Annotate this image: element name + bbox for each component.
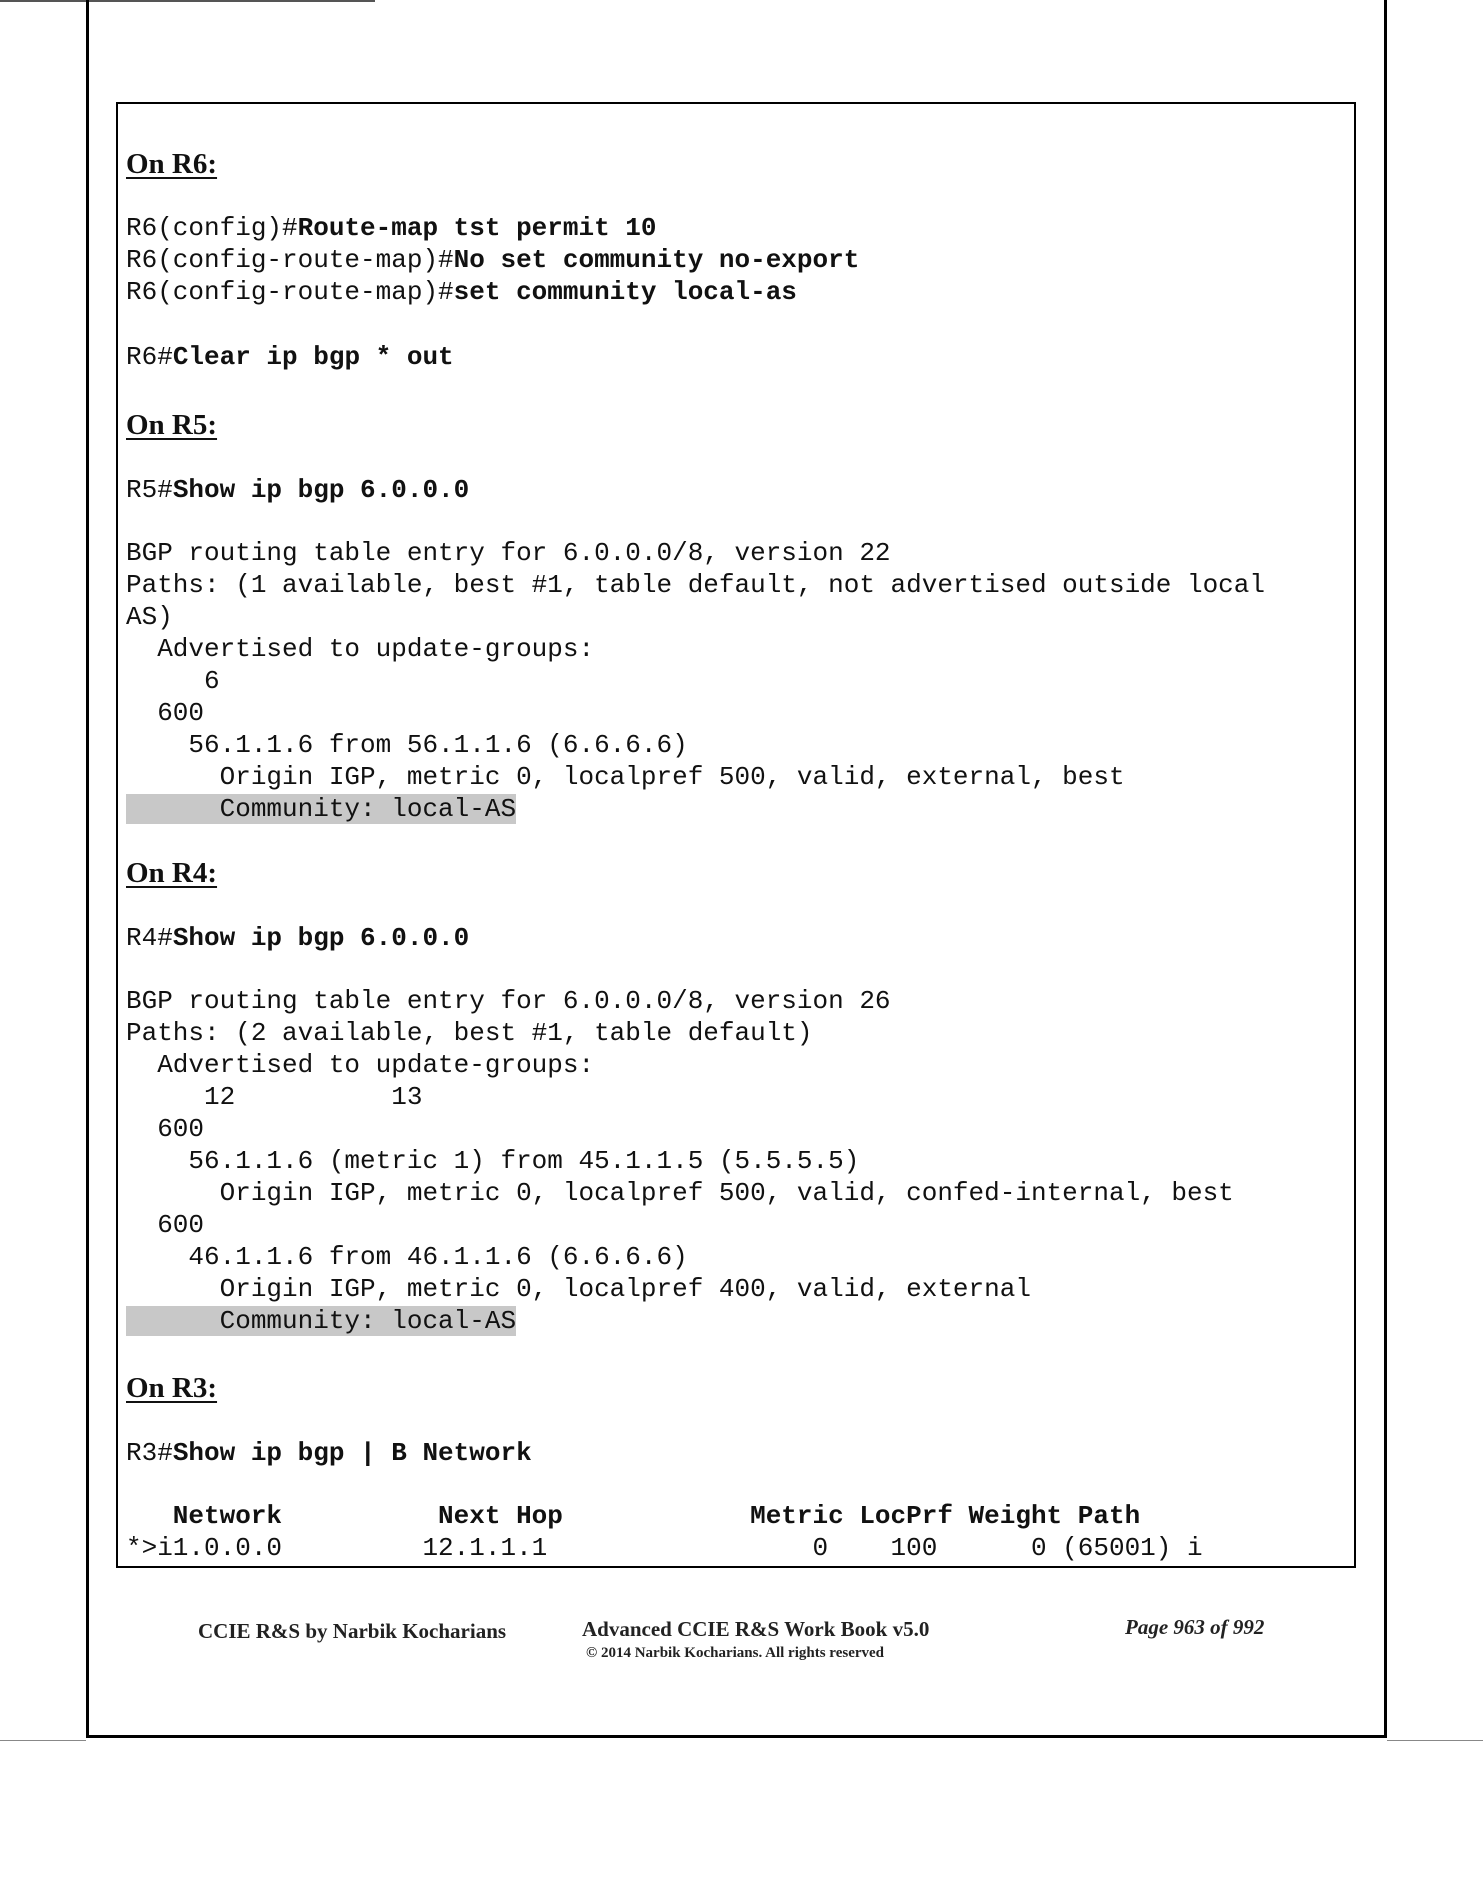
output-line: 600 [126, 698, 205, 728]
command-line: R4#Show ip bgp 6.0.0.0 [126, 923, 470, 953]
footer-title: Advanced CCIE R&S Work Book v5.0 [582, 1617, 930, 1641]
output-line: 6 [126, 666, 220, 696]
config-line: R6(config)#Route-map tst permit 10 [126, 213, 657, 243]
command-line: R5#Show ip bgp 6.0.0.0 [126, 475, 470, 505]
content-box [116, 102, 1356, 1568]
output-line: BGP routing table entry for 6.0.0.0/8, version 22 [126, 538, 891, 568]
output-line: Origin IGP, metric 0, localpref 500, valid, external, best [126, 762, 1125, 792]
command-line: R3#Show ip bgp | B Network [126, 1438, 532, 1468]
output-line: 56.1.1.6 (metric 1) from 45.1.1.5 (5.5.5.5) [126, 1146, 860, 1176]
output-line: 46.1.1.6 from 46.1.1.6 (6.6.6.6) [126, 1242, 688, 1272]
output-line: BGP routing table entry for 6.0.0.0/8, version 26 [126, 986, 891, 1016]
output-line: 56.1.1.6 from 56.1.1.6 (6.6.6.6) [126, 730, 688, 760]
output-line: 12 13 [126, 1082, 423, 1112]
output-line: Paths: (1 available, best #1, table default, not advertised outside local [126, 570, 1265, 600]
footer-author: CCIE R&S by Narbik Kocharians [198, 1619, 507, 1643]
page-border-bottom [86, 1735, 1387, 1738]
footer-page-number: Page 963 of 992 [1125, 1615, 1265, 1639]
footer-copyright: © 2014 Narbik Kocharians. All rights reserved [586, 1645, 885, 1661]
output-line-highlighted [126, 1305, 516, 1337]
page-border-left [86, 0, 89, 1738]
output-line: 600 [126, 1210, 205, 1240]
scan-edge [0, 1740, 86, 1741]
page-border-right [1384, 0, 1387, 1738]
section-heading-r6: On R6: [126, 148, 218, 180]
highlight: Community: local-AS [126, 1306, 517, 1336]
section-heading-r5: On R5: [126, 409, 218, 441]
output-line: Origin IGP, metric 0, localpref 500, valid, confed-internal, best [126, 1178, 1234, 1208]
output-line: Advertised to update-groups: [126, 634, 595, 664]
config-line: R6(config-route-map)#set community local-as [126, 277, 797, 307]
section-heading-r4: On R4: [126, 857, 218, 889]
output-line: 600 [126, 1114, 205, 1144]
table-row: *>i1.0.0.0 12.1.1.1 0 100 0 (65001) i [126, 1533, 1203, 1563]
config-line: R6(config-route-map)#No set community no-export [126, 245, 860, 275]
scan-edge [0, 0, 375, 2]
section-heading-r3: On R3: [126, 1372, 218, 1404]
scan-edge [1387, 1740, 1483, 1741]
output-line: AS) [126, 602, 173, 632]
output-line-highlighted [126, 793, 516, 825]
highlight: Community: local-AS [126, 794, 517, 824]
output-line: Origin IGP, metric 0, localpref 400, valid, external [126, 1274, 1031, 1304]
config-line: R6#Clear ip bgp * out [126, 342, 454, 372]
table-header: Network Next Hop Metric LocPrf Weight Path [126, 1501, 1141, 1531]
output-line: Advertised to update-groups: [126, 1050, 595, 1080]
output-line: Paths: (2 available, best #1, table default) [126, 1018, 813, 1048]
